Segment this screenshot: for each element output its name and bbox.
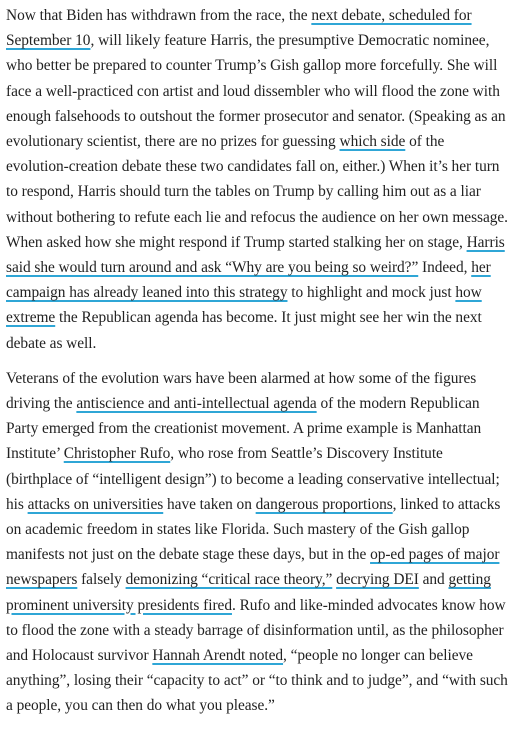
inline-link[interactable]: which side <box>339 133 406 151</box>
paragraph-evolution-wars <box>6 366 508 719</box>
inline-link[interactable]: dangerous proportions <box>255 495 393 513</box>
text-segment: of the modern Republican Party emerged from the creationist movement. A prime example is Manhattan Institute’ <box>6 395 482 463</box>
inline-link[interactable]: Hannah Arendt noted <box>152 647 284 665</box>
inline-link[interactable]: op-ed pages of major newspapers <box>6 546 500 589</box>
text-segment: of the evolution-creation debate these two candidates fall on, either.) When it’s her turn to respond, Harris should turn the tables on Trump by calling him out as a liar without bothering to refute each lie and refocus the audience on her own message. When asked how she might respond if Trump started stalking her on stage, <box>6 133 508 251</box>
text-segment: have taken on <box>163 495 256 513</box>
inline-link[interactable]: decrying DEI <box>336 571 419 589</box>
text-segment: falsely <box>77 571 126 589</box>
text-segment: , will likely feature Harris, the presumptive Democratic nominee, who better be prepared to counter Trump’s Gish gallop more forcefully. She will face a well-practiced con artist and loud dissembler who will flood the zone with enough falsehoods to outshout the former prosecutor and senator. (Speaking as an evolutionary scientist, there are no prizes for guessing <box>6 32 506 151</box>
text-segment: . Rufo and like-minded advocates know how to flood the zone with a steady barrage of disinformation until, as the philosopher and Holocaust survivor <box>6 596 506 665</box>
paragraph-debate-strategy <box>6 3 508 356</box>
text-segment: , “people no longer can believe anything”, losing their “capacity to act” or “to think and to judge”, and “with such a people, you can then do what you please.” <box>6 647 508 715</box>
inline-link[interactable]: getting <box>448 571 491 589</box>
text-segment: Veterans of the evolution wars have been alarmed at how some of the figures driving the <box>6 369 477 413</box>
inline-link[interactable]: her campaign has already leaned into this strategy <box>6 259 491 302</box>
text-segment: to highlight and mock just <box>287 284 456 302</box>
text-segment: and <box>418 571 449 589</box>
inline-link[interactable]: attacks on universities <box>27 495 164 513</box>
inline-link[interactable]: prominent university presidents fired <box>6 596 232 614</box>
inline-link[interactable]: demonizing “critical race theory,” <box>125 571 333 589</box>
inline-link[interactable]: Christopher Rufo <box>63 445 171 463</box>
inline-link[interactable]: next debate, scheduled for September 10 <box>6 7 472 50</box>
inline-link[interactable]: antiscience and anti-intellectual agenda <box>76 395 317 413</box>
inline-link[interactable]: how extreme <box>6 284 482 327</box>
text-segment: Now that Biden has withdrawn from the race, the <box>6 7 312 24</box>
text-segment: , linked to attacks on academic freedom in states like Florida. Such mastery of the Gish gallop manifests not just on the debate stage these days, but in the <box>6 495 501 564</box>
text-segment: , who rose from Seattle’s Discovery Institute (birthplace of “intelligent design”) to become a leading conservative intellectual; his <box>6 445 500 513</box>
text-segment: Indeed, <box>418 259 472 277</box>
inline-link[interactable]: Harris said she would turn around and ask “Why are you being so weird?” <box>6 233 505 277</box>
text-segment: the Republican agenda has become. It just might see her win the next debate as well. <box>6 309 482 352</box>
